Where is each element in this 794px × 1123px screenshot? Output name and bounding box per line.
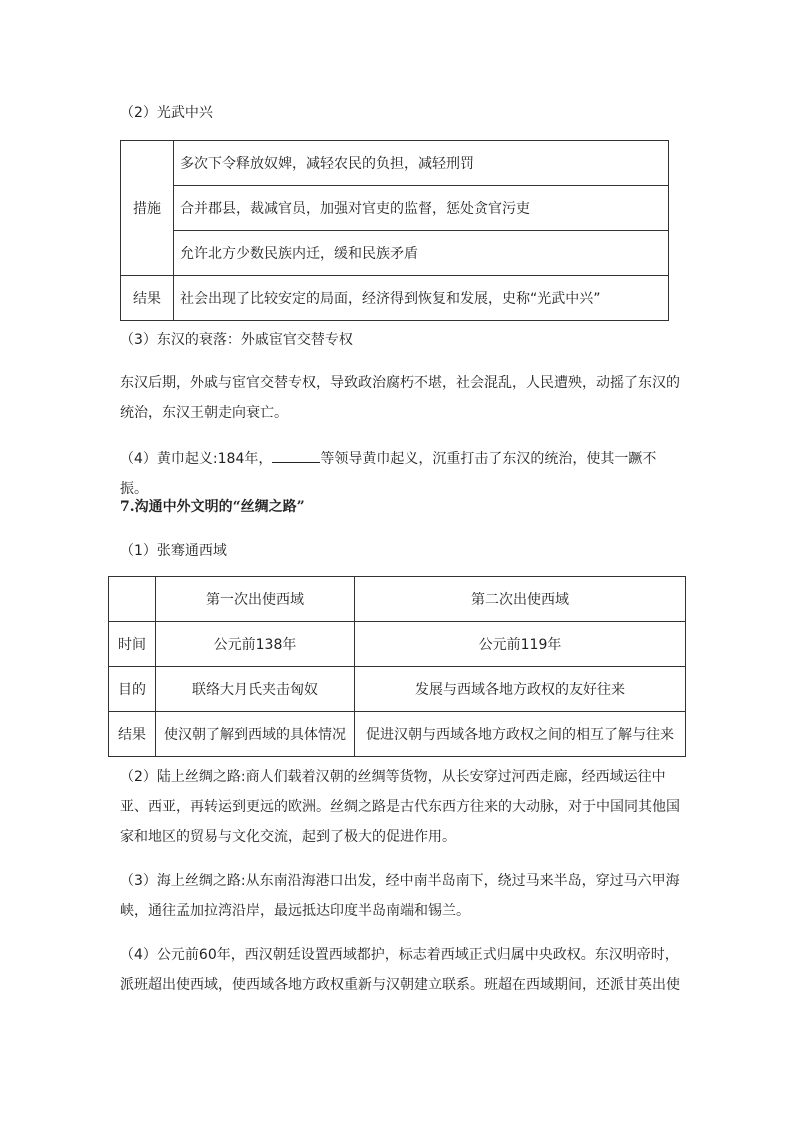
guangwu-heading: （2）光武中兴 bbox=[120, 105, 213, 121]
cell-second-time: 公元前119年 bbox=[355, 622, 686, 667]
cell-first-time: 公元前138年 bbox=[156, 622, 355, 667]
cell-second-purpose: 发展与西域各地方政权的友好往来 bbox=[355, 667, 686, 712]
col-header-second: 第二次出使西域 bbox=[355, 577, 686, 622]
cell-first-result: 使汉朝了解到西域的具体情况 bbox=[156, 712, 355, 757]
cell-second-result: 促进汉朝与西域各地方政权之间的相互了解与往来 bbox=[355, 712, 686, 757]
row-label-purpose: 目的 bbox=[109, 667, 156, 712]
cell-first-purpose: 联络大月氏夹击匈奴 bbox=[156, 667, 355, 712]
col-header-first: 第一次出使西域 bbox=[156, 577, 355, 622]
zhangqian-heading: （1）张骞通西域 bbox=[120, 543, 227, 559]
zhangqian-table bbox=[108, 576, 686, 757]
yellow-turban-suffix: 等领导黄巾起义，沉重打击了东汉的统治，使其一蹶不振。 bbox=[120, 451, 657, 497]
section-7-title: 7.沟通中外文明的“丝绸之路” bbox=[120, 499, 305, 515]
decline-paragraph: 东汉后期，外戚与宦官交替专权，导致政治腐朽不堪，社会混乱，人民遭殃，动摇了东汉的统治，东汉王朝走向衰亡。 bbox=[120, 375, 680, 421]
measure-cell: 多次下令释放奴婢，减轻农民的负担，减轻刑罚 bbox=[174, 141, 669, 186]
row-label-time: 时间 bbox=[109, 622, 156, 667]
measure-cell: 合并郡县，裁减官员，加强对官吏的监督，惩处贪官污吏 bbox=[174, 186, 669, 231]
yellow-turban-prefix: （4）黄巾起义:184年， bbox=[120, 451, 273, 467]
row-label-result: 结果 bbox=[109, 712, 156, 757]
header-empty-cell bbox=[109, 577, 156, 622]
fill-in-blank[interactable] bbox=[272, 448, 320, 463]
result-label: 结果 bbox=[121, 276, 174, 321]
guangwu-table bbox=[120, 140, 669, 321]
measure-cell: 允许北方少数民族内迁，缓和民族矛盾 bbox=[174, 231, 669, 276]
measures-label: 措施 bbox=[121, 141, 174, 276]
result-cell: 社会出现了比较安定的局面，经济得到恢复和发展，史称“光武中兴” bbox=[174, 276, 669, 321]
land-route-paragraph: （2）陆上丝绸之路:商人们载着汉朝的丝绸等货物，从长安穿过河西走廊，经西域运往中亚、西亚，再转运到更远的欧洲。丝绸之路是古代东西方往来的大动脉，对于中国同其他国家和地区的贸易与文化交流，起到了极大的促进作用。 bbox=[120, 769, 680, 845]
decline-heading: （3）东汉的衰落：外戚宦官交替专权 bbox=[120, 332, 353, 348]
protectorate-paragraph: （4）公元前60年，西汉朝廷设置西域都护，标志着西域正式归属中央政权。东汉明帝时，派班超出使西域，使西域各地方政权重新与汉朝建立联系。班超在西域期间，还派甘英出使 bbox=[120, 947, 680, 993]
sea-route-paragraph: （3）海上丝绸之路:从东南沿海港口出发，经中南半岛南下，绕过马来半岛，穿过马六甲海峡，通往孟加拉湾沿岸，最远抵达印度半岛南端和锡兰。 bbox=[120, 873, 680, 919]
